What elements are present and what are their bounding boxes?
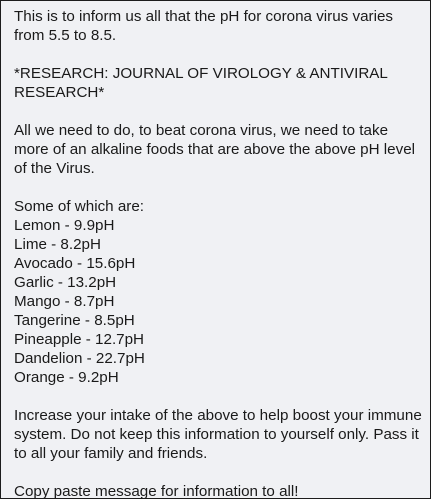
signoff-text: Copy paste message for information to all! [14, 483, 299, 499]
source-text: *RESEARCH: JOURNAL OF VIROLOGY & ANTIVIRAL RESEARCH* [14, 65, 388, 101]
advice-text: All we need to do, to beat corona virus, we need to take more of an alkaline foods that are above the above pH level of the Virus. [14, 122, 416, 177]
post-body [14, 7, 422, 499]
closing-text: Increase your intake of the above to help boost your immune system. Do not keep this information to yourself only. Pass it to all your family and friends. [14, 407, 422, 462]
list-item: Lime - 8.2pH [14, 236, 101, 253]
list-heading: Some of which are: [14, 198, 144, 215]
list-item: Pineapple - 12.7pH [14, 331, 145, 348]
list-item: Dandelion - 22.7pH [14, 350, 145, 367]
list-item: Garlic - 13.2pH [14, 274, 117, 291]
list-item: Tangerine - 8.5pH [14, 312, 135, 329]
food-list [14, 216, 422, 387]
list-item: Avocado - 15.6pH [14, 255, 136, 272]
list-item: Lemon - 9.9pH [14, 217, 115, 234]
list-item: Mango - 8.7pH [14, 293, 115, 310]
intro-text: This is to inform us all that the pH for corona virus varies from 5.5 to 8.5. [14, 8, 393, 44]
list-item: Orange - 9.2pH [14, 369, 119, 386]
